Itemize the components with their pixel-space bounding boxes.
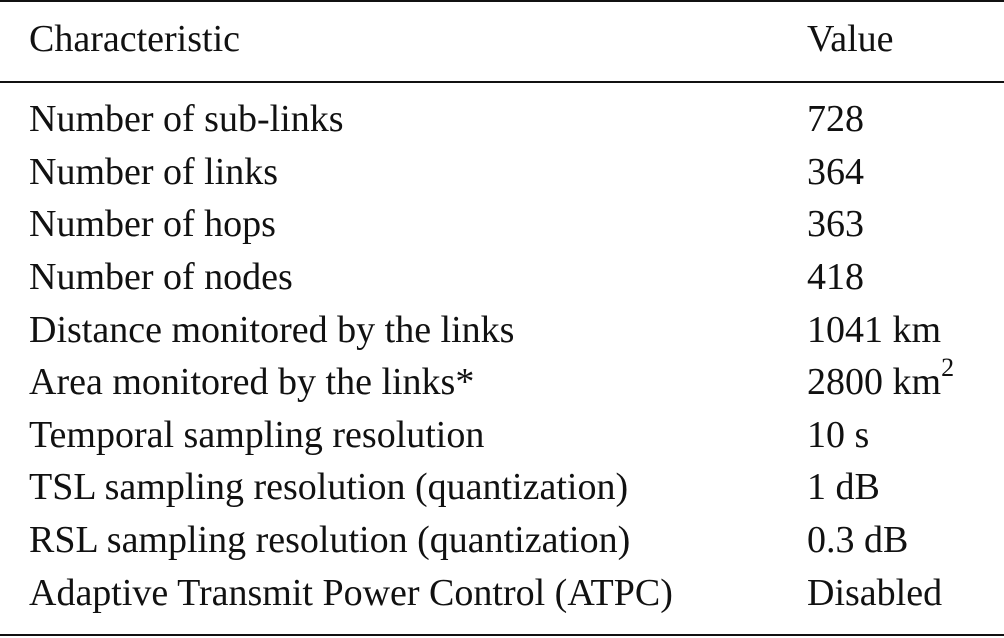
row-value: 10 s <box>807 414 870 456</box>
row-value: 1041 km <box>807 309 942 351</box>
row-value: 0.3 dB <box>807 519 909 561</box>
row-value: 363 <box>807 203 864 245</box>
row-characteristic: Distance monitored by the links <box>29 309 515 351</box>
row-value: 418 <box>807 256 864 298</box>
row-value: 364 <box>807 151 864 193</box>
header-value: Value <box>807 18 894 60</box>
row-characteristic: Number of sub-links <box>29 98 344 140</box>
header-characteristic: Characteristic <box>29 18 241 60</box>
row-value: 728 <box>807 98 864 140</box>
row-characteristic: Temporal sampling resolution <box>29 414 485 456</box>
row-characteristic: Adaptive Transmit Power Control (ATPC) <box>29 572 673 614</box>
table-bottom-rule <box>0 634 1004 636</box>
row-characteristic: Area monitored by the links* <box>29 361 475 403</box>
row-characteristic: TSL sampling resolution (quantization) <box>29 466 629 508</box>
table-header-rule <box>0 81 1004 83</box>
table-top-rule <box>0 0 1004 2</box>
row-characteristic: RSL sampling resolution (quantization) <box>29 519 631 561</box>
row-value: 2800 $km^2$ <box>807 353 955 403</box>
row-value: Disabled <box>807 572 943 614</box>
row-characteristic: Number of links <box>29 151 279 193</box>
row-value: 1 dB <box>807 466 880 508</box>
row-characteristic: Number of hops <box>29 203 276 245</box>
row-characteristic: Number of nodes <box>29 256 293 298</box>
